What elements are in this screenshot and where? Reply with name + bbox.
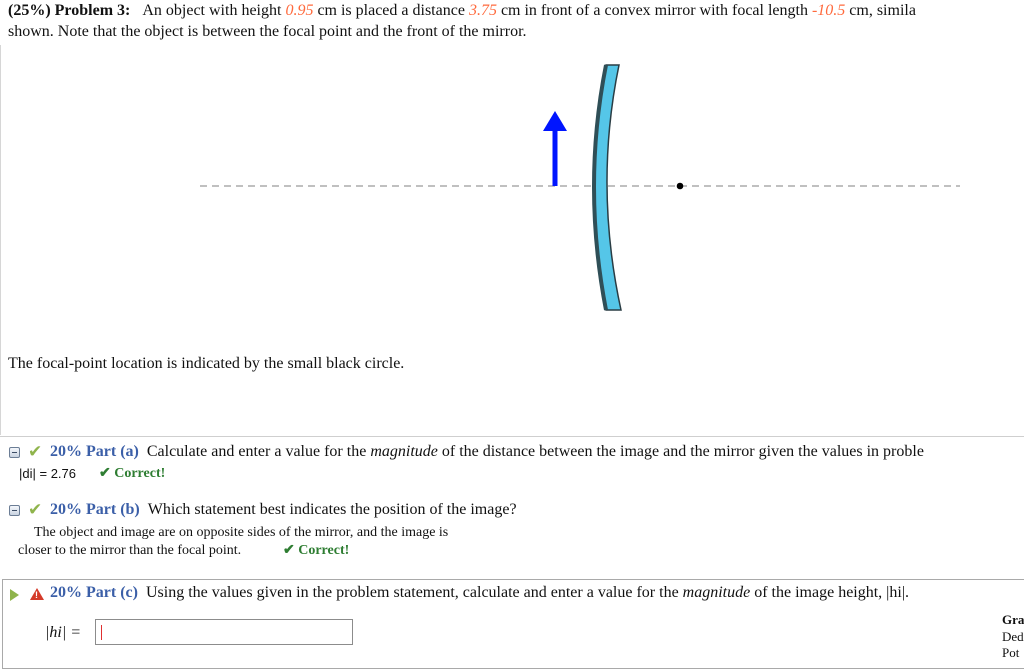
focal-length-value: -10.5 <box>811 2 846 19</box>
object-arrow-head <box>543 111 567 131</box>
problem-text-1: An object with height <box>142 2 286 19</box>
part-a-checkmark-icon: ✔ <box>28 442 43 461</box>
grade-summary-label: Gra <box>1002 612 1024 627</box>
warning-exclamation: ! <box>35 590 38 600</box>
focal-point-marker <box>677 183 684 190</box>
part-a-question-2: of the distance between the image and the mirror given the values in proble <box>437 443 924 460</box>
problem-label: (25%) Problem 3: <box>8 2 131 19</box>
part-c-input-label: |hi| = <box>45 624 82 641</box>
part-a-header <box>50 442 924 462</box>
problem-text-4: cm, simila <box>845 2 916 19</box>
collapse-part-b-icon[interactable] <box>9 505 20 516</box>
part-c-question-em: magnitude <box>682 584 751 601</box>
part-b-answer-line-1: The object and image are on opposite sides of the mirror, and the image is <box>34 525 449 540</box>
part-a-percent: 20% Part (a) <box>50 443 139 460</box>
part-b-answer-line-2: closer to the mirror than the focal point. <box>18 543 242 558</box>
problem-text-2: cm is placed a distance <box>313 2 469 19</box>
part-c-question-2: of the image height, |hi|. <box>750 584 910 601</box>
section-divider <box>0 436 1024 437</box>
height-value: 0.95 <box>285 2 314 19</box>
problem-statement <box>8 0 1024 42</box>
part-a-question-em: magnitude <box>370 443 438 460</box>
expand-part-c-icon[interactable] <box>10 589 19 601</box>
part-b-correct-status: ✔ Correct! <box>283 543 350 558</box>
problem-line-2: shown. Note that the object is between the focal point and the front of the mirror. <box>8 23 527 40</box>
problem-line-1 <box>8 0 1024 21</box>
part-b-question: Which statement best indicates the position of the image? <box>147 501 517 518</box>
mirror-diagram <box>0 45 1024 335</box>
part-b-percent: 20% Part (b) <box>50 501 140 518</box>
focal-point-note: The focal-point location is indicated by the small black circle. <box>8 355 405 372</box>
problem-text-3: cm in front of a convex mirror with focal length <box>496 2 812 19</box>
part-b-checkmark-icon: ✔ <box>28 500 43 519</box>
part-a-correct-status: ✔ Correct! <box>99 466 166 481</box>
part-c-header <box>50 583 909 603</box>
potential-label: Pot <box>1002 645 1020 660</box>
input-caret <box>101 625 102 640</box>
image-height-input[interactable] <box>95 619 353 645</box>
part-c-question-1: Using the values given in the problem statement, calculate and enter a value for the <box>145 584 683 601</box>
part-a-answer: |di| = 2.76 <box>19 466 76 481</box>
part-c-percent: 20% Part (c) <box>50 584 138 601</box>
part-a-question-1: Calculate and enter a value for the <box>146 443 371 460</box>
collapse-part-a-icon[interactable] <box>9 447 20 458</box>
distance-value: 3.75 <box>468 2 497 19</box>
part-b-header <box>50 500 517 520</box>
deductions-label: Ded <box>1002 629 1024 644</box>
